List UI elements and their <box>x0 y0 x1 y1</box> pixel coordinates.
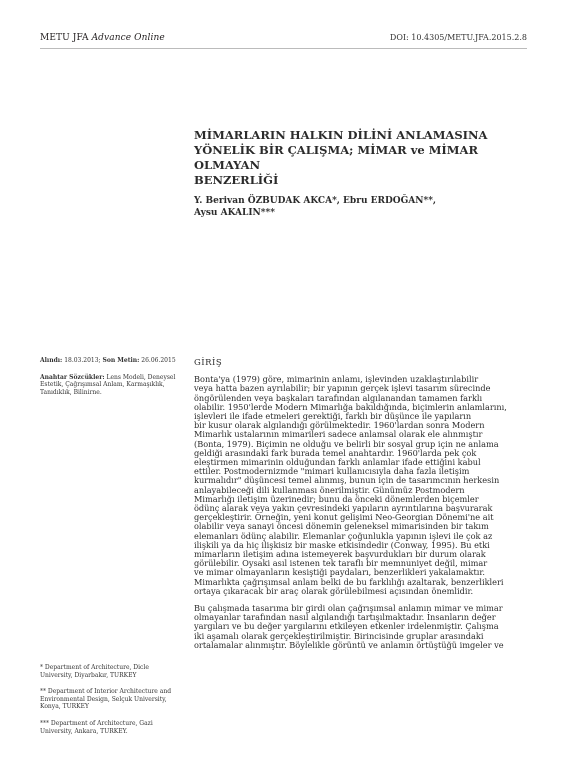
body-text-line: Bu çalışmada tasarıma bir girdi olan çağrışımsal anlamın mimar ve mimar <box>194 603 503 614</box>
body-text-line: görülebilir. Oysaki asıl istenen tek taraflı bir memnuniyet değil, mimar <box>194 558 488 569</box>
body-text-line: Mimarlıkta çağrışımsal anlam belki de bu farklılığı azaltarak, benzerlikleri <box>194 576 504 587</box>
affiliation-line: University, Diyarbakır, TURKEY <box>40 671 137 679</box>
author-line: Y. Berivan ÖZBUDAK AKCA*, Ebru ERDOĞAN**, <box>194 196 437 206</box>
affiliation-line: Konya, TURKEY <box>40 703 89 710</box>
affiliation-line: ** Department of Interior Architecture and <box>40 688 172 695</box>
affiliation-line: University, Ankara, TURKEY. <box>40 727 128 735</box>
article-dates <box>40 357 180 365</box>
keywords <box>40 374 180 397</box>
body-text-line: ilişkili ya da hiç ilişkisiz bir maske etkisindedir (Conway, 1995). Bu etki <box>194 539 490 550</box>
final-label: Son Metin: <box>102 357 140 364</box>
keywords-text: Lens Modeli, Deneysel Estetik, Çağrışımsal Anlam, Karmaşıklık, Tanıdıklık, Bilinirne. <box>40 373 176 396</box>
running-header-journal <box>40 33 165 43</box>
section-heading: GİRİŞ <box>194 358 223 368</box>
author-line: Aysu AKALIN*** <box>194 208 275 218</box>
body-text-line: (Bonta, 1979). Biçimin ne olduğu ve belirli bir sosyal grup için ne anlama <box>194 438 499 449</box>
header-rule <box>40 48 527 49</box>
body-text-line: mimarların iletişim adına istemeyerek başvurdukları bir durum olarak <box>194 549 486 560</box>
affiliation-line: * Department of Architecture, Dicle <box>40 664 149 671</box>
body-text-line: gerçekleştirir. Örneğin, yeni konut gelişimi Neo-Georgian Dönemi'ne ait <box>194 512 494 523</box>
title-line: BENZERLİĞİ <box>194 173 279 187</box>
body-text-line: öngörülenden veya başkaları tarafından algılanandan tamamen farklı <box>194 392 483 403</box>
keywords-label: Anahtar Sözcükler: <box>40 373 105 381</box>
paragraph-2 <box>194 604 527 650</box>
body-text-line: ve mimar olmayanların kesiştiği paydaları, benzerlikleri yakalamaktır. <box>194 567 486 578</box>
journal-edition: Advance Online <box>91 33 165 43</box>
body-text-line: ödünç alarak veya yakın çevresindeki yapıların ayrıntılarına başvurarak <box>194 503 493 514</box>
affiliation-line: Environmental Design, Selçuk University, <box>40 695 167 703</box>
paragraph-1 <box>194 375 527 596</box>
author-list <box>194 195 534 219</box>
body-text-line: anlayabileceği dili kullanması önerilmiştir. Günümüz Postmodern <box>194 484 465 495</box>
title-line: MİMARLARIN HALKIN DİLİNİ ANLAMASINA <box>194 128 488 142</box>
body-text-line: ortaya çıkaracak bir araç olarak görülebilmesi açısından önemlidir. <box>194 585 474 596</box>
body-text-line: elemanları ödünç alabilir. Elemanlar çoğunlukla yapının işlevi ile çok az <box>194 530 493 541</box>
doi-label[interactable]: DOI: 10.4305/METU.JFA.2015.2.8 <box>389 33 527 42</box>
received-date: 18.03.2013; <box>64 357 101 364</box>
body-text-line: Mimarlık ustalarının mimarileri sadece anlamsal olarak ele alınmıştır <box>194 429 483 440</box>
body-text-line: Bonta'ya (1979) göre, mimarinin anlamı, işlevinden uzaklaştırılabilir <box>194 374 479 385</box>
body-text-line: yargıları ve bu değer yargılarını etkileyen etkenler irdelenmiştir. Çalışma <box>194 621 499 632</box>
affiliation-3 <box>40 720 180 735</box>
affiliation-1 <box>40 664 180 679</box>
article-meta <box>40 357 180 396</box>
body-text-line: olabilir veya sanayi öncesi dönemin geleneksel mimarisinden bir takım <box>194 521 489 532</box>
body-text-line: bir kusur olarak algılandığı görülmektedir. 1960'lardan sonra Modern <box>194 420 485 431</box>
body-text-line: kurmalıdır" düşüncesi temel alınmış, bunun için de tasarımcının herkesin <box>194 475 500 486</box>
body-text-line: ortalamalar alınmıştır. Böylelikle görüntü ve anlamın örtüştüğü imgeler ve <box>194 639 504 650</box>
body-text-line: iki aşamalı olarak gerçekleştirilmiştir. Birincisinde gruplar arasındaki <box>194 630 484 641</box>
affiliation-line: *** Department of Architecture, Gazi <box>40 720 153 727</box>
article-title <box>194 128 534 188</box>
body-text-line: geldiği arasındaki fark burada temel anahtardır. 1960'larda pek çok <box>194 447 477 458</box>
final-date: 26.06.2015 <box>141 357 176 364</box>
affiliation-2 <box>40 688 180 711</box>
body-text-line: veya hatta bazen ayrılabilir; bir yapının gerçek işlevi tasarım sürecinde <box>194 383 491 394</box>
body-text-line: işlevleri ile ifade etmeleri gerektiği, farklı bir düşünce ile yapıların <box>194 411 472 422</box>
article-body <box>194 359 527 650</box>
body-text-line: olabilir. 1950'lerde Modern Mimarlığa bakıldığında, biçimlerin anlamlarını, <box>194 401 507 412</box>
body-text-line: eleştirmen mimarinin olduğundan farklı anlamlar ifade ettiğini kabul <box>194 457 481 468</box>
article-title-block <box>194 128 534 219</box>
body-text-line: olmayanlar tarafından nasıl algılandığı tartışılmaktadır. İnsanların değer <box>194 612 496 623</box>
title-line: YÖNELİK BİR ÇALIŞMA; MİMAR ve MİMAR OLMAYAN <box>194 143 479 172</box>
body-text-line: Mimarlığı iletişim üzerinedir; bunu da önceki dönemlerden biçemler <box>194 493 479 504</box>
body-text-line: ettiler. Postmodernizmde "mimari kullanıcısıyla daha fazla iletişim <box>194 466 470 477</box>
received-label: Alındı: <box>40 357 63 364</box>
journal-name: METU JFA <box>40 33 89 43</box>
